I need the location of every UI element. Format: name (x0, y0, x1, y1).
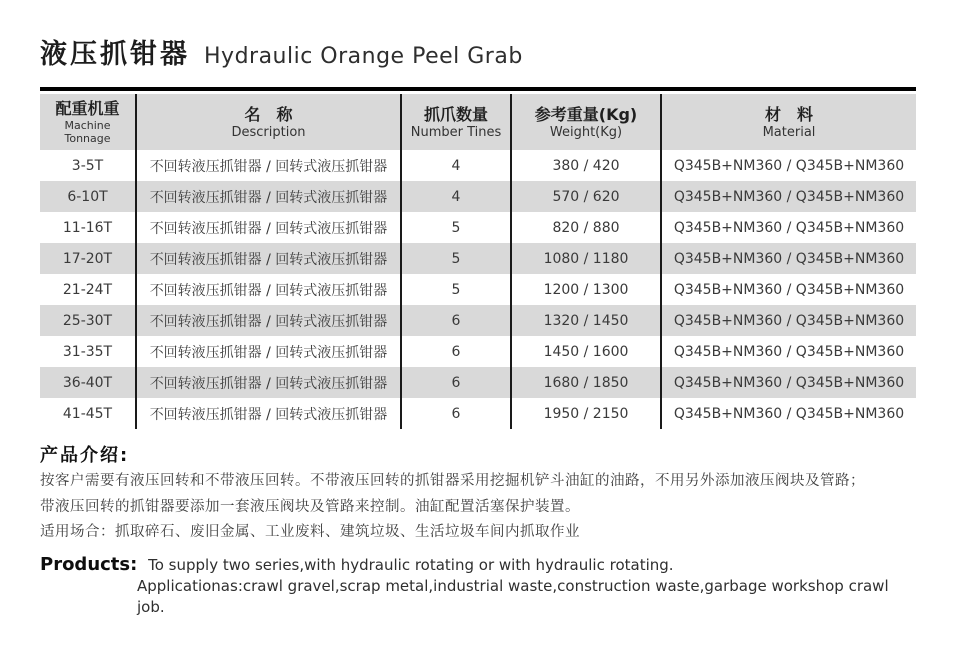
header-material (661, 94, 916, 150)
tonnage-cell: 6-10T (40, 181, 136, 212)
table-header (40, 94, 916, 150)
tines-cell: 4 (401, 150, 511, 181)
description-cell: 不回转液压抓钳器 / 回转式液压抓钳器 (136, 274, 401, 305)
tonnage-cell: 36-40T (40, 367, 136, 398)
tines-cell: 6 (401, 305, 511, 336)
material-cell: Q345B+NM360 / Q345B+NM360 (673, 250, 905, 267)
table-row (40, 274, 916, 305)
tonnage-cell: 31-35T (40, 336, 136, 367)
products-applications-text: Applicationas:crawl gravel,scrap metal,industrial waste,construction waste,garbage workshop crawl job. (137, 576, 889, 616)
description-cell: 不回转液压抓钳器 / 回转式液压抓钳器 (136, 336, 401, 367)
header-number-tines-en: Number Tines (410, 124, 502, 140)
weight-cell: 1950 / 2150 (511, 398, 661, 429)
header-description-zh: 名 称 (244, 104, 293, 124)
header-material-zh: 材 料 (764, 104, 813, 124)
intro-line-2: 带液压回转的抓钳器要添加一套液压阀块及管路来控制。油缸配置活塞保护装置。 (40, 498, 580, 515)
table-row (40, 150, 916, 181)
header-weight-zh: 参考重量(Kg) (534, 104, 638, 124)
header-number-tines (401, 94, 511, 150)
material-cell: Q345B+NM360 / Q345B+NM360 (673, 405, 905, 422)
table-row (40, 181, 916, 212)
description-cell: 不回转液压抓钳器 / 回转式液压抓钳器 (136, 181, 401, 212)
table-row (40, 336, 916, 367)
header-machine-tonnage (40, 94, 136, 150)
weight-cell: 1680 / 1850 (511, 367, 661, 398)
page-title (40, 32, 915, 71)
weight-cell: 820 / 880 (511, 212, 661, 243)
table-header-row (40, 94, 916, 150)
description-cell: 不回转液压抓钳器 / 回转式液压抓钳器 (136, 305, 401, 336)
header-machine-tonnage-en: Machine Tonnage (64, 119, 111, 145)
tonnage-cell: 41-45T (40, 398, 136, 429)
description-cell: 不回转液压抓钳器 / 回转式液压抓钳器 (136, 212, 401, 243)
table-row (40, 243, 916, 274)
tonnage-cell: 25-30T (40, 305, 136, 336)
tines-cell: 6 (401, 398, 511, 429)
weight-cell: 1200 / 1300 (511, 274, 661, 305)
products-label: Products: (40, 553, 138, 575)
header-description (136, 94, 401, 150)
table-row (40, 398, 916, 429)
description-cell: 不回转液压抓钳器 / 回转式液压抓钳器 (136, 367, 401, 398)
tonnage-cell: 3-5T (40, 150, 136, 181)
description-cell: 不回转液压抓钳器 / 回转式液压抓钳器 (136, 150, 401, 181)
products-row (40, 554, 915, 576)
description-cell: 不回转液压抓钳器 / 回转式液压抓钳器 (136, 243, 401, 274)
material-cell: Q345B+NM360 / Q345B+NM360 (673, 157, 905, 174)
table-row (40, 212, 916, 243)
header-weight-en: Weight(Kg) (549, 124, 623, 140)
table-row (40, 367, 916, 398)
header-number-tines-zh: 抓爪数量 (423, 104, 488, 124)
page-title-chinese: 液压抓钳器 (40, 39, 190, 70)
description-cell: 不回转液压抓钳器 / 回转式液压抓钳器 (136, 398, 401, 429)
tines-cell: 4 (401, 181, 511, 212)
spec-table (40, 94, 916, 429)
material-cell: Q345B+NM360 / Q345B+NM360 (673, 343, 905, 360)
weight-cell: 1080 / 1180 (511, 243, 661, 274)
table-row (40, 305, 916, 336)
products-series-text: To supply two series,with hydraulic rotating or with hydraulic rotating. (148, 555, 674, 574)
tonnage-cell: 11-16T (40, 212, 136, 243)
spec-table-section (40, 87, 916, 429)
weight-cell: 380 / 420 (511, 150, 661, 181)
table-top-bar (40, 87, 916, 91)
intro-heading: 产品介绍: (40, 445, 130, 466)
weight-cell: 570 / 620 (511, 181, 661, 212)
material-cell: Q345B+NM360 / Q345B+NM360 (673, 188, 905, 205)
page-title-english: Hydraulic Orange Peel Grab (204, 44, 523, 69)
tines-cell: 6 (401, 367, 511, 398)
tonnage-cell: 17-20T (40, 243, 136, 274)
tines-cell: 5 (401, 243, 511, 274)
header-description-en: Description (231, 124, 306, 140)
material-cell: Q345B+NM360 / Q345B+NM360 (673, 374, 905, 391)
header-machine-tonnage-zh: 配重机重 (55, 99, 120, 118)
header-material-en: Material (762, 124, 816, 140)
tines-cell: 6 (401, 336, 511, 367)
material-cell: Q345B+NM360 / Q345B+NM360 (673, 219, 905, 236)
material-cell: Q345B+NM360 / Q345B+NM360 (673, 281, 905, 298)
intro-line-1: 按客户需要有液压回转和不带液压回转。不带液压回转的抓钳器采用挖掘机铲斗油缸的油路，不用另外添加液压阀块及管路； (40, 473, 865, 489)
spec-table-body (40, 150, 916, 429)
material-cell: Q345B+NM360 / Q345B+NM360 (673, 312, 905, 329)
tines-cell: 5 (401, 212, 511, 243)
header-weight (511, 94, 661, 150)
weight-cell: 1320 / 1450 (511, 305, 661, 336)
tines-cell: 5 (401, 274, 511, 305)
tonnage-cell: 21-24T (40, 274, 136, 305)
intro-line-3: 适用场合：抓取碎石、废旧金属、工业废料、建筑垃圾、生活垃圾车间内抓取作业 (40, 524, 580, 540)
weight-cell: 1450 / 1600 (511, 336, 661, 367)
